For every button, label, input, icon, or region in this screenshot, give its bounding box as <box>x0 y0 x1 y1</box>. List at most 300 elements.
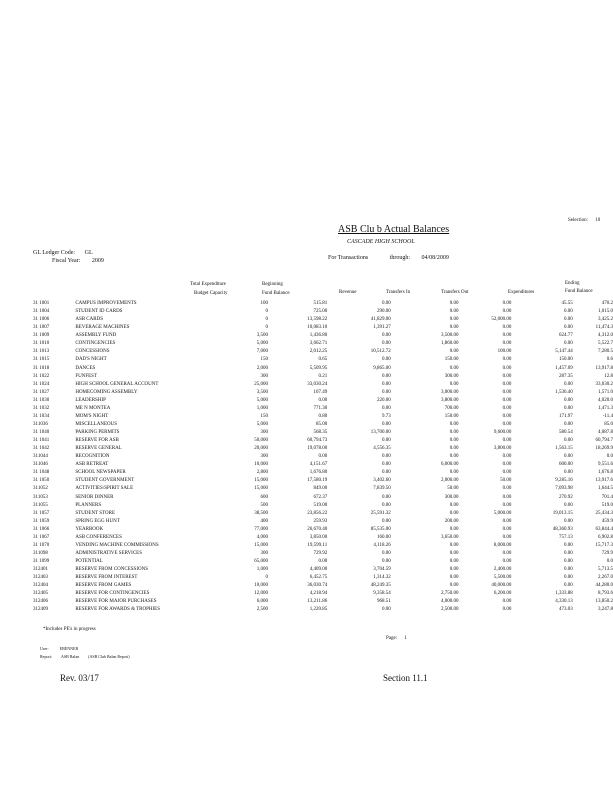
row-transfers-in: 150.00 <box>444 413 459 419</box>
row-ending-balance: 1,644.5 <box>598 486 613 492</box>
row-name: STUDENT STORE <box>75 510 116 516</box>
row-budget: 4,000 <box>256 534 268 540</box>
col-transfers-out: Transfers Out <box>441 290 469 295</box>
row-ending-balance: -11.4 <box>602 413 613 419</box>
row-beginning-balance: 2,012.25 <box>309 349 328 355</box>
row-transfers-out: 52,000.00 <box>491 317 512 323</box>
row-ending-balance: 4,087.8 <box>598 430 613 435</box>
through-label: through: <box>389 255 411 261</box>
row-expenditures: 580.54 <box>558 430 573 435</box>
row-ending-balance: 5,522.7 <box>598 341 613 347</box>
row-revenue: 13,700.00 <box>370 430 391 435</box>
row-ending-balance: 0.0 <box>606 454 613 460</box>
row-beginning-balance: 259.93 <box>313 518 328 524</box>
row-ending-balance: 3,425.2 <box>598 317 613 323</box>
row-ending-balance: 4,020.0 <box>598 397 613 403</box>
row-budget: 20,000 <box>254 446 268 452</box>
row-transfers-in: 3,650.00 <box>440 534 459 540</box>
row-name: RESERVE FOR MAJOR PURCHASES <box>75 599 157 605</box>
row-beginning-balance: 849.00 <box>313 486 328 492</box>
row-code: 31 1059 <box>33 518 50 524</box>
row-beginning-balance: 3,850.00 <box>309 534 328 540</box>
row-transfers-out: 0.00 <box>502 534 512 540</box>
row-expenditures: 45.55 <box>561 301 573 306</box>
row-budget: 2,000 <box>256 365 268 371</box>
row-name: SPRING EGG HUNT <box>75 518 120 524</box>
table-row <box>33 526 613 534</box>
row-name: MISCELLANEOUS <box>75 421 117 427</box>
row-transfers-out: 0.00 <box>502 470 512 476</box>
row-expenditures: 150.00 <box>558 357 573 363</box>
row-transfers-in: 3,000.00 <box>440 389 459 395</box>
row-ending-balance: 8,793.6 <box>598 591 613 597</box>
row-name: CONTINGENCIES <box>75 341 116 347</box>
row-beginning-balance: 725.00 <box>313 309 328 315</box>
row-transfers-out: 5,500.00 <box>493 575 512 581</box>
row-name: LEADERSHIP <box>75 397 106 403</box>
row-budget: 400 <box>260 518 268 524</box>
row-transfers-out: 0.00 <box>502 550 512 556</box>
row-transfers-out: 0.00 <box>502 397 512 403</box>
row-expenditures: 0.00 <box>563 559 573 564</box>
fiscal-year-label: Fiscal Year: <box>52 258 81 264</box>
col-expenditures: Expenditures <box>508 290 535 295</box>
table-row <box>33 340 613 348</box>
table-row <box>33 558 613 566</box>
page-value: 1 <box>404 636 407 641</box>
row-transfers-in: 0.00 <box>449 454 459 460</box>
row-ending-balance: 33,030.2 <box>595 381 613 387</box>
row-beginning-balance: 10,083.10 <box>307 325 328 331</box>
row-name: ME N MONTEA <box>75 405 111 411</box>
row-revenue: 0.00 <box>381 301 391 306</box>
row-expenditures: 473.03 <box>558 607 573 613</box>
row-code: 312404 <box>33 583 48 589</box>
table-row <box>33 485 613 493</box>
row-ending-balance: 5,713.5 <box>598 567 613 573</box>
row-budget: 150 <box>260 357 268 363</box>
row-transfers-in: 0.00 <box>449 550 459 556</box>
table-row <box>33 373 613 381</box>
table-row <box>33 518 613 526</box>
row-budget: 0 <box>265 317 268 323</box>
col-total-budget-1: Total Expenditure <box>190 282 226 287</box>
row-expenditures: 0.00 <box>563 518 573 524</box>
row-budget: 12,000 <box>254 591 268 597</box>
row-beginning-balance: 0.00 <box>318 397 328 403</box>
row-revenue: 0.00 <box>381 373 391 379</box>
row-expenditures: 0.00 <box>563 421 573 427</box>
row-beginning-balance: 17,580.19 <box>307 478 328 484</box>
row-name: CAMPUS IMPROVEMENTS <box>75 301 137 306</box>
row-revenue: 0.00 <box>381 502 391 508</box>
row-transfers-out: 0.00 <box>502 421 512 427</box>
table-row <box>33 606 613 614</box>
row-code: 312406 <box>33 599 48 605</box>
table-row <box>33 421 613 429</box>
row-beginning-balance: 4,151.67 <box>309 462 328 468</box>
user-label: User: <box>40 646 49 651</box>
row-revenue: 0.00 <box>381 462 391 468</box>
row-name: RESERVE FROM INTEREST <box>75 575 138 581</box>
row-expenditures: 19,013.15 <box>552 510 573 516</box>
table-row <box>33 356 613 364</box>
row-expenditures: 0.00 <box>563 502 573 508</box>
row-ending-balance: 7,280.5 <box>598 349 613 355</box>
row-beginning-balance: 5,509.95 <box>309 365 328 371</box>
row-name: POTENTIAL <box>75 559 103 564</box>
row-budget: 300 <box>260 373 268 379</box>
row-transfers-in: 3,500.00 <box>440 333 459 339</box>
row-revenue: 0.00 <box>381 559 391 564</box>
row-code: 31 1024 <box>33 381 50 387</box>
row-ending-balance: 1,676.8 <box>598 470 613 476</box>
col-ending-2: Fund Balance <box>565 289 593 294</box>
row-code: 31 1001 <box>33 301 50 306</box>
row-budget: 0 <box>265 325 268 331</box>
row-ending-balance: 13,850.2 <box>595 599 613 605</box>
row-transfers-out: 0.00 <box>502 494 512 500</box>
row-name: MOM'S NIGHT <box>75 413 109 419</box>
row-budget: 77,000 <box>254 526 268 532</box>
row-revenue: 4,556.35 <box>373 446 391 452</box>
gl-ledger-label: GL Ledger Code: <box>33 250 76 256</box>
row-ending-balance: 2,267.0 <box>598 575 613 581</box>
row-ending-balance: 1,571.0 <box>598 389 613 395</box>
row-budget: 3,500 <box>256 389 268 395</box>
gl-ledger-value: GL <box>84 250 93 256</box>
table-row <box>33 397 613 405</box>
row-code: 31 1015 <box>33 357 50 363</box>
row-beginning-balance: 23,856.22 <box>307 510 328 516</box>
table-row <box>33 445 613 453</box>
row-transfers-out: 0.00 <box>502 502 512 508</box>
row-transfers-in: 0.00 <box>449 575 459 581</box>
row-transfers-out: 0.00 <box>502 325 512 331</box>
row-transfers-out: 0.00 <box>502 365 512 371</box>
row-budget: 1,000 <box>256 405 268 411</box>
row-revenue: 3,402.60 <box>373 478 391 484</box>
row-expenditures: 0.00 <box>563 325 573 331</box>
row-transfers-in: 0.00 <box>449 325 459 331</box>
row-transfers-in: 0.00 <box>449 526 459 532</box>
row-budget: 300 <box>260 550 268 556</box>
col-beginning-2: Fund Balance <box>262 291 290 296</box>
row-transfers-in: 0.00 <box>449 502 459 508</box>
row-ending-balance: 1,015.0 <box>598 309 613 315</box>
row-expenditures: 5,147.44 <box>555 349 573 355</box>
row-budget: 25,000 <box>254 381 268 387</box>
row-transfers-in: 0.00 <box>449 542 459 548</box>
row-code: 31 1004 <box>33 309 50 315</box>
row-budget: 38,500 <box>254 510 268 516</box>
page-label: Page: <box>386 636 398 641</box>
row-budget: 0 <box>265 575 268 581</box>
row-revenue: 0.00 <box>381 389 391 395</box>
row-revenue: 85,535.00 <box>370 526 391 532</box>
row-expenditures: 1,536.40 <box>555 389 573 395</box>
row-budget: 2,500 <box>256 607 268 613</box>
row-code: 312403 <box>33 575 48 581</box>
row-expenditures: 0.00 <box>563 542 573 548</box>
row-revenue: 220.00 <box>376 397 391 403</box>
row-beginning-balance: 0.00 <box>318 559 328 564</box>
row-expenditures: 48,360.93 <box>552 526 573 532</box>
row-name: RESERVE FOR AWARDS & TROPHIES <box>75 607 161 613</box>
school-name: CASCADE HIGH SCHOOL <box>347 239 415 245</box>
table-row <box>33 469 613 477</box>
row-code: 31 1022 <box>33 373 50 379</box>
table-row <box>33 300 613 308</box>
row-transfers-in: 0.00 <box>449 349 459 355</box>
row-budget: 2,800 <box>256 470 268 476</box>
row-transfers-out: 0.00 <box>502 413 512 419</box>
row-code: 31 1032 <box>33 405 50 411</box>
row-name: VENDING MACHINE COMMISSIONS <box>75 542 159 548</box>
row-budget: 15,000 <box>254 478 268 484</box>
table-row <box>33 453 613 461</box>
row-ending-balance: 9,551.6 <box>598 462 613 468</box>
col-beginning-1: Beginning <box>262 282 283 287</box>
row-name: RECOGNITION <box>75 454 110 460</box>
row-expenditures: 600.00 <box>558 462 573 468</box>
row-code: 31 1057 <box>33 510 50 516</box>
row-expenditures: 0.00 <box>563 575 573 581</box>
table-row <box>33 494 613 502</box>
col-transfers-in: Transfers In <box>386 290 411 295</box>
table-row <box>33 413 613 421</box>
table-row <box>33 510 613 518</box>
row-name: RESERVE FOR CONTINGENCIES <box>75 591 150 597</box>
row-name: PARKING PERMITS <box>75 430 120 435</box>
table-row <box>33 582 613 590</box>
row-expenditures: 624.77 <box>558 333 573 339</box>
row-revenue: 9,358.54 <box>373 591 391 597</box>
row-name: FUNFEST <box>75 373 98 379</box>
row-name: DANCES <box>75 365 96 371</box>
row-budget: 300 <box>260 430 268 435</box>
row-transfers-in: 150.00 <box>444 357 459 363</box>
row-revenue: 290.00 <box>376 309 391 315</box>
row-expenditures: 0.00 <box>563 438 573 444</box>
row-beginning-balance: 4,218.94 <box>309 591 328 597</box>
row-transfers-in: 0.00 <box>449 438 459 444</box>
row-expenditures: 9,285.16 <box>555 478 573 484</box>
row-name: RESERVE GENERAL <box>75 446 122 452</box>
row-revenue: 0.00 <box>381 438 391 444</box>
row-transfers-out: 6,200.00 <box>493 591 512 597</box>
row-beginning-balance: 1,436.80 <box>309 333 328 339</box>
row-name: RESERVE FROM GAMES <box>75 583 132 589</box>
row-transfers-in: 4,000.00 <box>440 599 459 605</box>
row-transfers-in: 1,860.00 <box>440 341 459 347</box>
row-transfers-in: 0.00 <box>449 446 459 452</box>
row-beginning-balance: 13,211.86 <box>307 599 328 605</box>
row-code: 31 1070 <box>33 542 50 548</box>
row-revenue: 0.00 <box>381 405 391 411</box>
row-name: PLANNERS <box>75 502 102 508</box>
for-transactions-label: For Transactions <box>328 255 369 261</box>
table-row <box>33 381 613 389</box>
row-transfers-out: 0.00 <box>502 333 512 339</box>
row-code: 311055 <box>33 502 48 508</box>
row-transfers-in: 0.00 <box>449 309 459 315</box>
row-budget: 10,000 <box>254 583 268 589</box>
row-expenditures: 0.00 <box>563 405 573 411</box>
row-revenue: 4,118.26 <box>373 542 391 548</box>
row-expenditures: 1,333.88 <box>555 591 573 597</box>
table-row <box>33 590 613 598</box>
row-budget: 7,000 <box>256 349 268 355</box>
row-ending-balance: 13,917.6 <box>595 478 613 484</box>
row-ending-balance: 0.6 <box>606 357 613 363</box>
row-code: 31 1013 <box>33 349 50 355</box>
row-transfers-in: 6,000.00 <box>440 462 459 468</box>
row-transfers-out: 0.00 <box>502 454 512 460</box>
row-expenditures: 0.00 <box>563 381 573 387</box>
row-ending-balance: 729.9 <box>601 550 613 556</box>
row-code: 31 1006 <box>33 317 50 323</box>
table-row <box>33 502 613 510</box>
row-budget: 15,000 <box>254 542 268 548</box>
row-beginning-balance: 568.35 <box>313 430 328 435</box>
row-code: 312409 <box>33 607 48 613</box>
row-transfers-in: 700.00 <box>444 405 459 411</box>
row-name: RESERVE FROM CONCESSIONS <box>75 567 148 573</box>
row-transfers-out: 0.00 <box>502 599 512 605</box>
row-code: 31 1034 <box>33 413 50 419</box>
revision: Rev. 03/17 <box>60 673 99 683</box>
row-code: 31 1099 <box>33 559 50 564</box>
row-budget: 10,000 <box>254 462 268 468</box>
row-revenue: 0.00 <box>381 381 391 387</box>
row-revenue: 0.00 <box>381 454 391 460</box>
row-transfers-in: 0.00 <box>449 559 459 564</box>
row-code: 31 1067 <box>33 534 50 540</box>
row-budget: 3,500 <box>256 333 268 339</box>
row-name: RESERVE FOR ASB <box>75 438 119 444</box>
row-ending-balance: 15,717.3 <box>595 542 613 548</box>
row-revenue: 0.00 <box>381 494 391 500</box>
row-ending-balance: 63,844.4 <box>595 526 613 532</box>
row-transfers-in: 0.00 <box>449 365 459 371</box>
row-beginning-balance: 19,078.00 <box>307 446 328 452</box>
row-ending-balance: 0.0 <box>606 559 613 564</box>
row-transfers-in: 2,000.00 <box>440 478 459 484</box>
row-expenditures: 0.00 <box>563 309 573 315</box>
row-ending-balance: 60,794.7 <box>595 438 613 444</box>
row-code: 311052 <box>33 486 48 492</box>
row-transfers-out: 9,600.00 <box>493 430 512 435</box>
col-revenue: Revenue <box>339 290 357 295</box>
row-transfers-in: 3,800.00 <box>440 397 459 403</box>
row-ending-balance: 6,902.8 <box>598 534 613 540</box>
row-revenue: 48,249.35 <box>370 583 391 589</box>
row-beginning-balance: 1,220.85 <box>309 607 328 613</box>
row-name: ASB CARDS <box>75 317 103 323</box>
row-transfers-out: 50.00 <box>500 478 512 484</box>
row-budget: 1,000 <box>256 567 268 573</box>
table-row <box>33 477 613 485</box>
table-row <box>33 332 613 340</box>
report-title: ASB Clu b Actual Balances <box>338 224 450 235</box>
row-revenue: 25,591.32 <box>370 510 391 516</box>
row-revenue: 9,865.00 <box>373 365 391 371</box>
table-row <box>33 365 613 373</box>
row-code: 31 1050 <box>33 478 50 484</box>
table-row <box>33 348 613 356</box>
row-expenditures: 0.00 <box>563 397 573 403</box>
row-code: 311044 <box>33 454 48 460</box>
row-revenue: 1,391.27 <box>373 325 391 331</box>
section: Section 11.1 <box>383 673 428 683</box>
row-code: 312405 <box>33 591 48 597</box>
row-code: 311036 <box>33 421 48 427</box>
row-beginning-balance: 1,676.80 <box>309 470 328 476</box>
row-budget: 0 <box>265 309 268 315</box>
row-beginning-balance: 6,452.75 <box>309 575 328 581</box>
row-beginning-balance: 33,030.24 <box>307 381 328 387</box>
row-ending-balance: 701.4 <box>601 494 613 500</box>
row-ending-balance: 3,247.8 <box>598 607 613 613</box>
row-transfers-in: 0.00 <box>449 430 459 435</box>
row-ending-balance: 519.0 <box>601 502 613 508</box>
row-name: STUDENT GOVERNMENT <box>75 478 135 484</box>
row-expenditures: 270.92 <box>558 494 573 500</box>
row-transfers-out: 8,000.00 <box>493 542 512 548</box>
row-transfers-in: 2,750.00 <box>440 591 459 597</box>
row-transfers-in: 0.00 <box>449 421 459 427</box>
row-beginning-balance: 13,598.22 <box>307 317 328 323</box>
row-budget: 300 <box>260 454 268 460</box>
row-beginning-balance: 107.49 <box>313 389 328 395</box>
row-budget: 5,000 <box>256 341 268 347</box>
row-revenue: 160.00 <box>376 534 391 540</box>
row-revenue: 41,829.00 <box>370 317 391 323</box>
row-budget: 5,000 <box>256 421 268 427</box>
row-code: 312401 <box>33 567 48 573</box>
row-beginning-balance: 4,409.00 <box>309 567 328 573</box>
row-code: 31 1009 <box>33 333 50 339</box>
row-ending-balance: 470.2 <box>601 301 613 306</box>
row-code: 311046 <box>33 462 48 468</box>
row-transfers-out: 0.00 <box>502 438 512 444</box>
row-revenue: 0.00 <box>381 333 391 339</box>
row-name: DAD'S NIGHT <box>75 357 107 363</box>
row-name: HIGH SCHOOL GENERAL ACCOUNT <box>75 381 159 387</box>
row-budget: 500 <box>260 502 268 508</box>
row-transfers-out: 0.00 <box>502 405 512 411</box>
row-revenue: 0.00 <box>381 341 391 347</box>
row-expenditures: 1,563.15 <box>555 446 573 452</box>
row-budget: 5,000 <box>256 397 268 403</box>
row-transfers-in: 0.00 <box>449 510 459 516</box>
row-code: 31 1010 <box>33 341 50 347</box>
selection-value: 10 <box>595 218 601 223</box>
row-transfers-in: 300.00 <box>444 373 459 379</box>
row-code: 31 1066 <box>33 526 50 532</box>
row-name: ACTIVITIES/SPIRIT SALE <box>75 486 134 492</box>
row-code: 31 1048 <box>33 470 50 476</box>
row-expenditures: 757.13 <box>558 534 573 540</box>
row-transfers-in: 0.00 <box>449 381 459 387</box>
row-code: 311053 <box>33 494 48 500</box>
row-code: 31 1007 <box>33 325 50 331</box>
report-name: (ASB Club Balan Report) <box>88 654 130 659</box>
row-transfers-out: 40,000.00 <box>491 583 512 589</box>
row-expenditures: 287.35 <box>558 373 573 379</box>
table-row <box>33 461 613 469</box>
